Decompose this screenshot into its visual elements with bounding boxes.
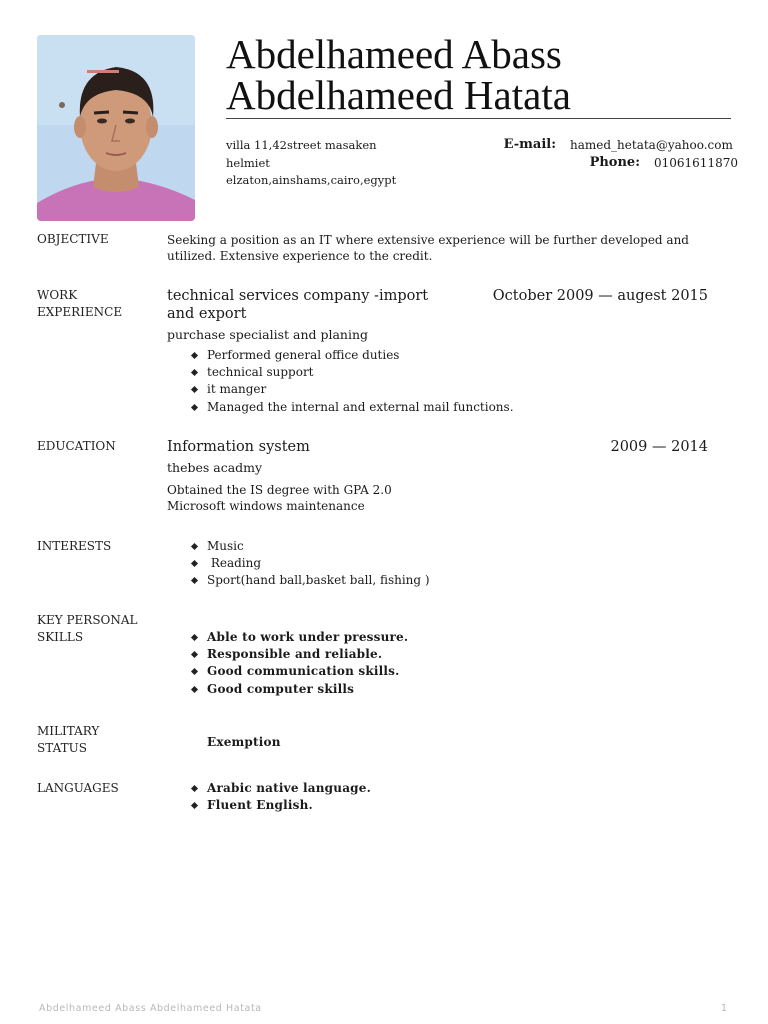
education-degree: Information system xyxy=(167,439,310,455)
work-heading xyxy=(37,287,157,321)
military-heading-line-2: STATUS xyxy=(37,741,87,755)
profile-photo xyxy=(37,35,195,221)
list-item: Able to work under pressure. xyxy=(207,629,408,646)
work-duties-list xyxy=(207,347,514,416)
work-company-line-2: and export xyxy=(167,306,247,322)
work-heading-line-2: EXPERIENCE xyxy=(37,305,123,319)
skills-heading xyxy=(37,612,157,646)
bullet-icon xyxy=(191,634,198,641)
education-line-2: Microsoft windows maintenance xyxy=(167,499,365,513)
languages-list xyxy=(207,780,371,814)
skills-heading-line-2: SKILLS xyxy=(37,630,84,644)
full-name xyxy=(226,31,736,118)
list-item: Performed general office duties xyxy=(207,347,514,364)
work-company xyxy=(167,287,467,323)
list-item: Sport(hand ball,basket ball, fishing ) xyxy=(207,572,430,589)
list-item: Arabic native language. xyxy=(207,780,371,797)
list-item: Fluent English. xyxy=(207,797,371,814)
list-item: Good computer skills xyxy=(207,681,408,698)
work-heading-line-1: WORK xyxy=(37,288,78,302)
bullet-icon xyxy=(191,651,198,658)
education-school: thebes acadmy xyxy=(167,460,263,475)
military-heading-line-1: MILITARY xyxy=(37,724,100,738)
phone-label: Phone: xyxy=(589,155,640,170)
list-item: it manger xyxy=(207,381,514,398)
objective-line-2: utilized. Extensive experience to the credit. xyxy=(167,249,433,263)
bullet-icon xyxy=(191,543,198,550)
bullet-icon xyxy=(191,352,198,359)
bullet-icon xyxy=(191,386,198,393)
name-line-2: Abdelhameed Hatata xyxy=(226,72,571,118)
education-line-1: Obtained the IS degree with GPA 2.0 xyxy=(167,483,392,497)
list-item: Music xyxy=(207,538,430,555)
page-number: 1 xyxy=(721,1003,728,1014)
work-dates: October 2009 — augest 2015 xyxy=(492,288,708,304)
address-line-3: elzaton,ainshams,cairo,egypt xyxy=(226,173,397,187)
bullet-icon xyxy=(191,668,198,675)
email-label: E-mail: xyxy=(503,137,556,152)
bullet-icon xyxy=(191,577,198,584)
interests-list xyxy=(207,538,430,590)
work-role: purchase specialist and planing xyxy=(167,327,369,342)
objective-heading: OBJECTIVE xyxy=(37,232,109,246)
military-heading xyxy=(37,723,157,757)
education-dates: 2009 — 2014 xyxy=(610,439,708,455)
list-item: Managed the internal and external mail functions. xyxy=(207,399,514,416)
name-line-1: Abdelhameed Abass xyxy=(226,31,562,77)
bullet-icon xyxy=(191,560,198,567)
objective-line-1: Seeking a position as an IT where extensive experience will be further developed and xyxy=(167,233,689,247)
bullet-icon xyxy=(191,686,198,693)
header-divider xyxy=(226,118,731,119)
list-item: technical support xyxy=(207,364,514,381)
military-status-value: Exemption xyxy=(207,735,281,749)
work-company-line-1: technical services company -import xyxy=(167,288,429,304)
bullet-icon xyxy=(191,785,198,792)
address-line-1: villa 11,42street masaken xyxy=(226,138,377,152)
address-line-2: helmiet xyxy=(226,155,270,170)
address-block xyxy=(226,137,426,190)
bullet-icon xyxy=(191,369,198,376)
education-heading: EDUCATION xyxy=(37,439,116,453)
list-item: Reading xyxy=(207,555,430,572)
skills-heading-line-1: KEY PERSONAL xyxy=(37,613,138,627)
email-link[interactable]: hamed_hetata@yahoo.com xyxy=(570,138,733,152)
footer-name: Abdelhameed Abass Abdelhameed Hatata xyxy=(39,1003,262,1014)
bullet-icon xyxy=(191,404,198,411)
interests-heading: INTERESTS xyxy=(37,539,112,553)
list-item: Good communication skills. xyxy=(207,663,408,680)
skills-list xyxy=(207,629,408,698)
bullet-icon xyxy=(191,802,198,809)
list-item: Responsible and reliable. xyxy=(207,646,408,663)
languages-heading: LANGUAGES xyxy=(37,781,119,795)
phone-number: 01061611870 xyxy=(654,156,738,170)
